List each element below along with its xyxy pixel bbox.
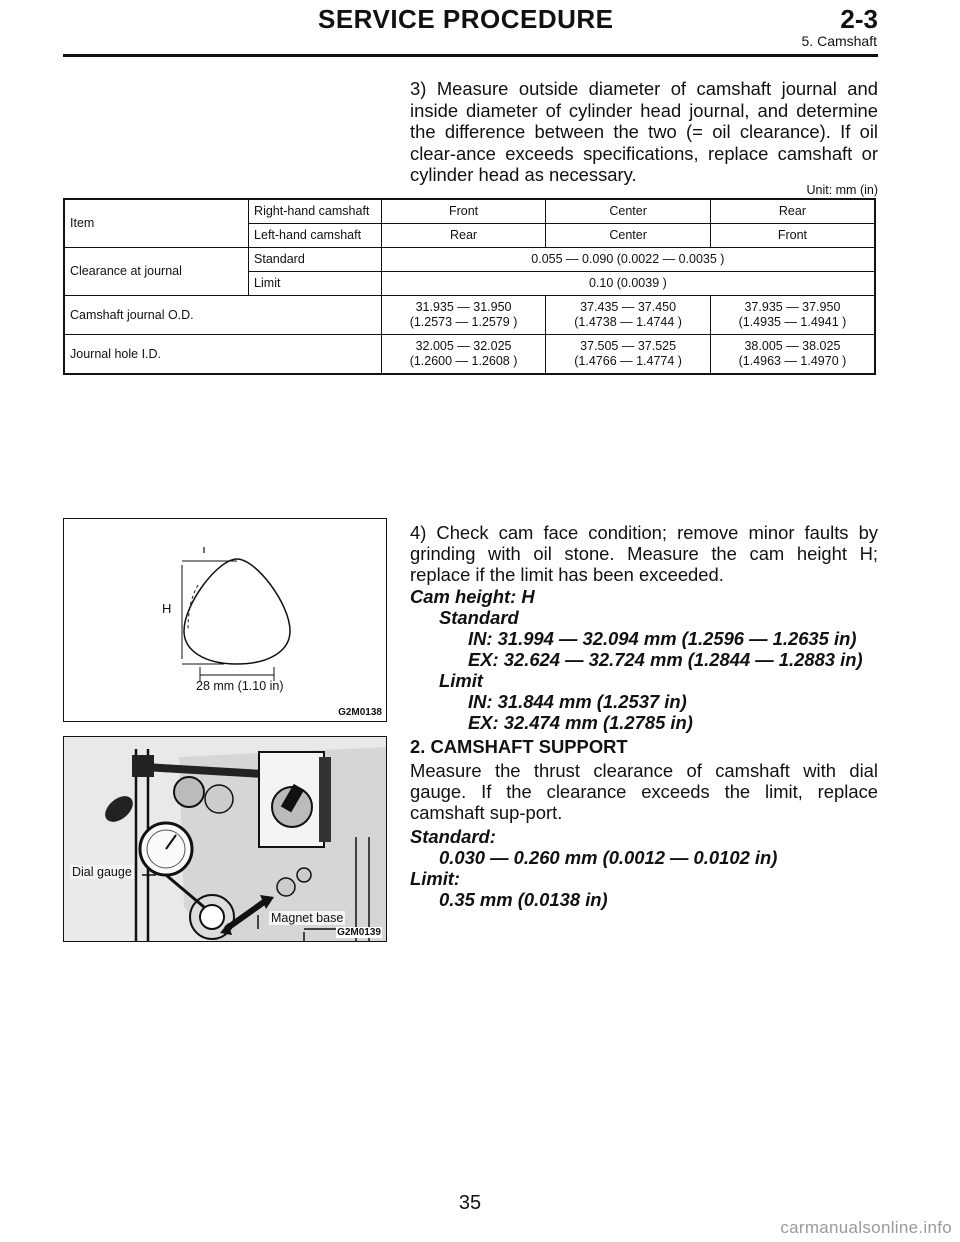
standard-value: 0.055 — 0.090 (0.0022 — 0.0035 ) <box>381 248 875 272</box>
support-limit-value: 0.35 mm (0.0138 in) <box>439 889 608 910</box>
table-row <box>64 248 875 272</box>
lh-center: Center <box>546 224 711 248</box>
cam-limit-label: Limit <box>439 670 483 691</box>
unit-note: Unit: mm (in) <box>806 183 878 197</box>
id-label: Journal hole I.D. <box>64 335 381 375</box>
rh-rear: Rear <box>710 199 875 224</box>
width-dimension-label: 28 mm (1.10 in) <box>196 679 284 693</box>
support-standard-value: 0.030 — 0.260 mm (0.0012 — 0.0102 in) <box>439 847 778 868</box>
dial-gauge-figure <box>63 736 387 942</box>
watermark: carmanualsonline.info <box>780 1218 952 1237</box>
magnet-base-label: Magnet base <box>271 911 344 925</box>
support-standard-label: Standard: <box>410 826 496 847</box>
rh-front: Front <box>381 199 546 224</box>
standard-label: Standard <box>249 248 382 272</box>
table-row <box>64 335 875 375</box>
camshaft-support-paragraph: Measure the thrust clearance of camshaft with dial gauge. If the clearance exceeds the limit, replace camshaft sup-port. <box>410 760 878 823</box>
od-value-3: 37.935 — 37.950 (1.4935 — 1.4941 ) <box>710 296 875 335</box>
figure-code: G2M0139 <box>337 927 381 938</box>
page-header-title: SERVICE PROCEDURE <box>318 4 614 34</box>
rh-center: Center <box>546 199 711 224</box>
lh-front: Front <box>710 224 875 248</box>
cam-standard-in: IN: 31.994 — 32.094 mm (1.2596 — 1.2635 in) <box>468 628 857 649</box>
cam-standard-label: Standard <box>439 607 519 628</box>
section-subtitle: 5. Camshaft <box>801 33 877 49</box>
cam-standard-ex: EX: 32.624 — 32.724 mm (1.2844 — 1.2883 in) <box>468 649 863 670</box>
id-value-1: 32.005 — 32.025 (1.2600 — 1.2608 ) <box>381 335 546 375</box>
page-number: 35 <box>458 1192 482 1214</box>
table-row <box>64 199 875 224</box>
lh-rear: Rear <box>381 224 546 248</box>
limit-label: Limit <box>249 272 382 296</box>
od-value-1: 31.935 — 31.950 (1.2573 — 1.2579 ) <box>381 296 546 335</box>
cam-height-title: Cam height: H <box>410 586 535 607</box>
od-label: Camshaft journal O.D. <box>64 296 381 335</box>
limit-value: 0.10 (0.0039 ) <box>381 272 875 296</box>
cam-limit-in: IN: 31.844 mm (1.2537 in) <box>468 691 687 712</box>
step-3-paragraph: 3) Measure outside diameter of camshaft journal and inside diameter of cylinder head journal, and determine the difference between the two (= oil clearance). If oil clear-ance exceeds specifications, replace camshaft or cylinder head as necessary. <box>410 78 878 185</box>
header-rule <box>63 54 878 57</box>
step-4-paragraph: 4) Check cam face condition; remove minor faults by grinding with oil stone. Measure the cam height H; replace if the limit has been exceeded. <box>410 522 878 585</box>
h-dimension-label: H <box>162 601 172 616</box>
item-header: Item <box>64 199 249 248</box>
lh-camshaft-label: Left-hand camshaft <box>249 224 382 248</box>
table-row <box>64 296 875 335</box>
id-value-2: 37.505 — 37.525 (1.4766 — 1.4774 ) <box>546 335 711 375</box>
od-value-2: 37.435 — 37.450 (1.4738 — 1.4744 ) <box>546 296 711 335</box>
clearance-label: Clearance at journal <box>64 248 249 296</box>
rh-camshaft-label: Right-hand camshaft <box>249 199 382 224</box>
cam-height-figure <box>63 518 387 722</box>
figure-code: G2M0138 <box>338 707 382 718</box>
support-limit-label: Limit: <box>410 868 461 889</box>
id-value-3: 38.005 — 38.025 (1.4963 — 1.4970 ) <box>710 335 875 375</box>
dial-gauge-label: Dial gauge <box>72 865 132 879</box>
section-number: 2-3 <box>840 4 878 34</box>
journal-clearance-table <box>63 198 876 375</box>
cam-limit-ex: EX: 32.474 mm (1.2785 in) <box>468 712 693 733</box>
camshaft-support-heading: 2. CAMSHAFT SUPPORT <box>410 736 628 757</box>
